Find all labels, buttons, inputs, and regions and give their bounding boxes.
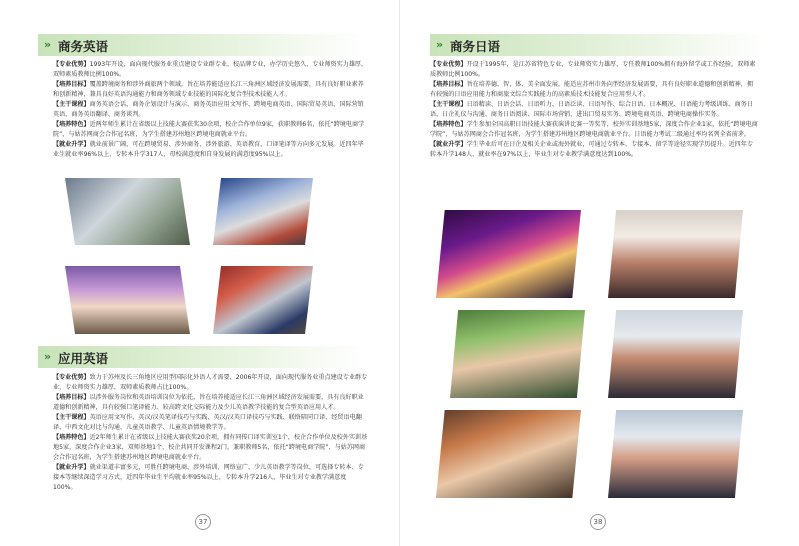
- paragraph: 【就业升学】就业渠道丰富多元，可胜任跨境电商、涉外培训、网络宣广、少儿英语教学等岗位，可选择专转本、专接本等继续深造学习方式，近四年毕业生平均就业率95%以上，专转本升学216人，毕业生对专业教学满意度100%。: [53, 464, 364, 491]
- section-header-business-english: [38, 34, 364, 56]
- paragraph: 【主干课程】商务英语会话、商务企划设计与演示、商务英语应用文写作、跨境电商英语、国际贸易英语、国际营销英语、商务英语翻译、商务谈判。: [53, 101, 364, 118]
- class-group-photo: [608, 210, 743, 298]
- paragraph: 【培养目标】以涉外服务岗位和英语培训岗位为依托，旨在培养能适应长江三角洲区域经济发展需要，具有良好职业道德和创新精神，具有较强口笔译能力、较高跨文化交际能力及少儿英语教学技能的复合型英语应用人才。: [53, 394, 364, 411]
- paragraph: 【培养目标】旨在培养德、智、体、美全面发展，能适应苏州市外向型经济发展需要，具有良好职业道德和创新精神，拥有较强的日语应用能力和商旅文综合实践能力的高素质技术技能复合应用型人才。: [430, 81, 753, 98]
- left-page: [0, 0, 399, 546]
- paragraph: 【专业优势】1993年开设，面向现代服务业重点建设专业群专业，校品牌专业，办学历史悠久，专业师资实力雄厚，双师素质教师比例100%。: [53, 61, 368, 78]
- paragraph: 【就业升学】就业前景广阔，可在跨境贸易、涉外商务、涉外旅游、英语教育、口译笔译等方向多元发展。近四年毕业生就业率96%以上，专转本升学317人，母校满意度和自身发展的满意度95%以上。: [53, 141, 364, 158]
- page-number: 37: [195, 514, 211, 530]
- performance-stage-photo: [436, 210, 581, 298]
- paragraph: 【培养特色】近2年师生累计在省级以上技能大赛获奖20余项，拥有同传口译实训室1个，校企合作单位及校外实训基地5家，深度合作企业3家，双师基地1个，校企共同开发课程2门，兼职教师5名，依托“跨境电商学院”，与姑苏网商会合作冠名班，为学生搭建苏州地区跨境电商就业平台。: [53, 434, 368, 461]
- celebration-group-photo: [608, 310, 743, 398]
- classroom-group-photo: [608, 410, 743, 498]
- section-body-business-english: [53, 60, 369, 160]
- paragraph: 【专业优势】致力于苏州及长三角地区应用型国际化外语人才需要，2006年开设，面向现代服务业重点建设专业群专业，专业师资实力雄厚，双师素质教师占比100%。: [53, 374, 368, 391]
- paragraph: 【培养目标】覆盖跨境商务和涉外商旅两个领域，旨在培养能适应长江三角洲区域经济发展需要，具有良好职业素养和创新精神，兼具良好英语沟通能力和商务领域专业技能的国际化复合型技术技能人才。: [53, 81, 364, 98]
- double-chevron-icon: »: [44, 38, 50, 51]
- section-title: 应用英语: [58, 351, 109, 366]
- section-title: 商务英语: [58, 39, 109, 54]
- group-photo-banner: [65, 266, 190, 334]
- paragraph: 【培养特色】近两年师生累计在省级以上技能大赛获奖30余项，校企合作单位9家，获职教师6名，依托“跨境电商学院”，与姑苏网商会合作冠名班，为学生搭建苏州地区跨境电商就业平台。: [53, 121, 365, 138]
- paragraph: 【专业优势】开设于1995年，是江苏省特色专业，专业师资实力雄厚，专任教师100%拥有海外留学或工作经验，双师素质教师比例100%。: [430, 61, 756, 78]
- double-chevron-icon: »: [436, 38, 442, 51]
- paragraph: 【就业升学】学生毕业后可在日企及相关企业或海外就业，可通过专转本、专接本、留学等途径实现学历提升。近四年专转本升学148人，就业率在97%以上，毕业生对专业教学满意度达到100%。: [430, 141, 753, 158]
- section-header-business-japanese: [430, 34, 766, 56]
- double-chevron-icon: »: [44, 350, 50, 363]
- award-ceremony-photo: [213, 178, 313, 245]
- paragraph: 【主干课程】英语应用文写作、英汉/汉英笔译技巧与实践、英汉/汉英口译技巧与实践、联络陪同口译、经贸语电翻译、中西文化对比与沟通、儿童英语教学、儿童英语情境教学等。: [53, 414, 362, 431]
- party-event-photo: [436, 410, 581, 498]
- section-header-applied-english: [38, 346, 364, 368]
- section-title: 商务日语: [450, 39, 501, 54]
- competition-stage-photo: [213, 266, 313, 334]
- classroom-meeting-photo: [65, 178, 190, 245]
- outdoor-group-photo: [450, 310, 585, 398]
- section-body-applied-english: [53, 373, 369, 493]
- right-page: [400, 0, 799, 546]
- paragraph: 【主干课程】日语精读、日语会话、日语听力、日语泛读、日语写作、综合日语、日本概况、日语能力考级训练、商务日语、日企礼仪与沟通、商务日语阅读、国际市场营销、进出口贸易实务、跨境电商英语、跨境电商操作实务。: [430, 101, 753, 118]
- paragraph: 【培养特色】学生参加全国高职日语技能大赛获演讲比赛一等奖等，校外实训基地5家，深度合作企业1家，依托“跨境电商学院”，与姑苏网商会合作冠名班，为学生搭建苏州地区跨境电商就业平台。日语能力考试二级通过率均名列全省前茅。: [430, 121, 758, 138]
- section-body-business-japanese: [430, 60, 758, 160]
- page-number: 38: [590, 514, 606, 530]
